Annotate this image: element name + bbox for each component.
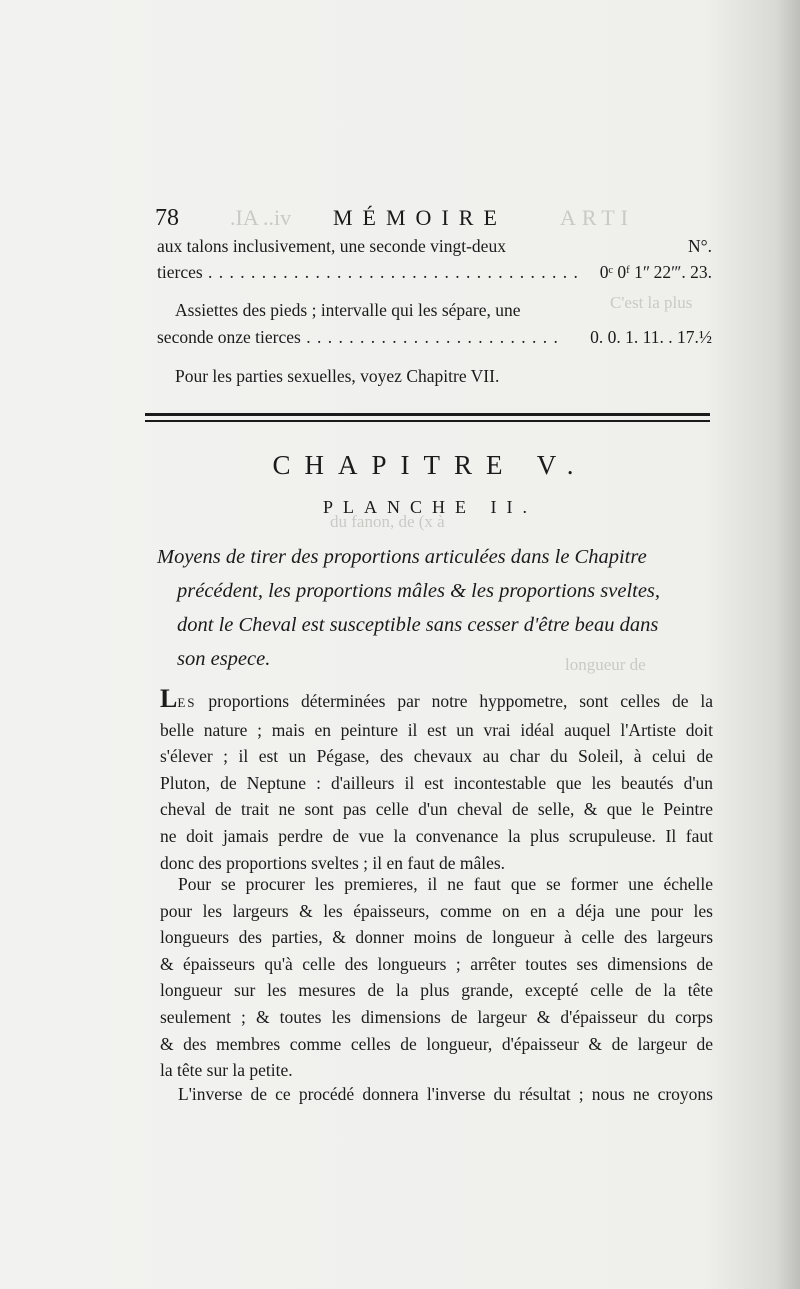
bleed-through-text: du fanon, de (x à <box>330 512 445 531</box>
summary-line: Moyens de tirer des proportions articulées dans le Chapitre <box>157 546 647 568</box>
table-row-value: 0. 0. 1. 11. . 17.½ <box>590 327 712 347</box>
plate-title: PLANCHE II. <box>323 497 537 517</box>
dot-leader: . . . . . . . . . . . . . . . . . . . . . . . . . . . . . . . . . . . <box>202 262 579 282</box>
text-line: la tête sur la petite. <box>160 1060 293 1081</box>
table-row <box>157 262 712 283</box>
summary-line: précédent, les proportions mâles & les proportions sveltes, <box>177 580 661 602</box>
table-note <box>157 366 712 387</box>
text-line: s'élever ; il est un Pégase, des chevaux au char du Soleil, à celui de <box>160 746 713 767</box>
text-line: ne doit jamais perdre de vue la convenance la plus scrupuleuse. Il faut <box>160 825 713 846</box>
text-line: & épaisseurs qu'à celle des longueurs ; arrêter toutes ses dimensions de <box>160 953 713 974</box>
bleed-through-text: longueur de <box>565 655 646 674</box>
running-header <box>155 205 715 239</box>
text-line: longueur sur les mesures de la plus grande, excepté celle de la tête <box>160 980 713 1001</box>
section-rule <box>145 420 710 422</box>
summary-line: son espece. <box>177 648 271 670</box>
note-text: Pour les parties sexuelles, voyez Chapitre VII. <box>175 366 500 386</box>
table-row-text: aux talons inclusivement, une seconde vingt-deux <box>157 236 506 256</box>
table-row-text: Assiettes des pieds ; intervalle qui les sépare, une <box>175 300 521 320</box>
small-caps-text: ES <box>177 695 197 710</box>
paragraph <box>160 871 713 1084</box>
text-line: Pour se procurer les premieres, il ne faut que se former une échelle <box>178 874 713 894</box>
table-row-text: seconde onze tierces <box>157 327 301 347</box>
text-line: cheval de trait ne sont pas celle d'un cheval de selle, & que le Peintre <box>160 799 713 820</box>
bleed-through-text: ARTI <box>560 205 635 230</box>
text-line: L'inverse de ce procédé donnera l'inverse du résultat ; nous ne croyons <box>178 1084 713 1104</box>
section-rule <box>145 413 710 416</box>
column-label: N°. <box>687 236 712 256</box>
page-number: 78 <box>155 205 179 231</box>
table-row-text: tierces <box>157 262 203 282</box>
text-line: pour les largeurs & les épaisseurs, comme on en a déja une pour les <box>160 900 713 921</box>
text-line: & des membres comme celles de longueur, d'épaisseur & de largeur de <box>160 1033 713 1054</box>
running-title: MÉMOIRE <box>333 205 507 230</box>
table-row <box>157 327 712 348</box>
measurement-table <box>157 236 712 396</box>
text-line: donc des proportions sveltes ; il en faut de mâles. <box>160 852 506 873</box>
table-row <box>157 236 712 257</box>
paragraph <box>160 686 713 876</box>
text-line: longueurs des parties, & donner moins de longueur à celle des largeurs <box>160 927 713 948</box>
dot-leader: . . . . . . . . . . . . . . . . . . . . . . . . <box>300 327 559 347</box>
text-line: belle nature ; mais en peinture il est un vrai idéal auquel l'Artiste doit <box>160 719 713 740</box>
text-line: Pluton, de Neptune : d'ailleurs il est incontestable que les beautés d'un <box>160 772 713 793</box>
bleed-through-text: C'est la plus <box>610 293 693 312</box>
text-line <box>160 686 713 717</box>
line-text: proportions déterminées par notre hyppometre, sont celles de la <box>196 691 713 711</box>
bleed-through-text: .IA ..iv <box>230 205 292 230</box>
summary-line: dont le Cheval est susceptible sans cesser d'être beau dans <box>177 614 659 636</box>
text-line: seulement ; & toutes les dimensions de largeur & d'épaisseur du corps <box>160 1006 713 1027</box>
paragraph <box>160 1081 713 1108</box>
chapter-summary <box>157 540 713 676</box>
drop-cap: L <box>160 684 178 713</box>
table-row <box>157 300 712 321</box>
table-row-value: 0ᶜ 0ᶠ 1ʺ 22ʺʹ. 23. <box>599 262 712 282</box>
chapter-title: CHAPITRE V. <box>272 450 588 480</box>
